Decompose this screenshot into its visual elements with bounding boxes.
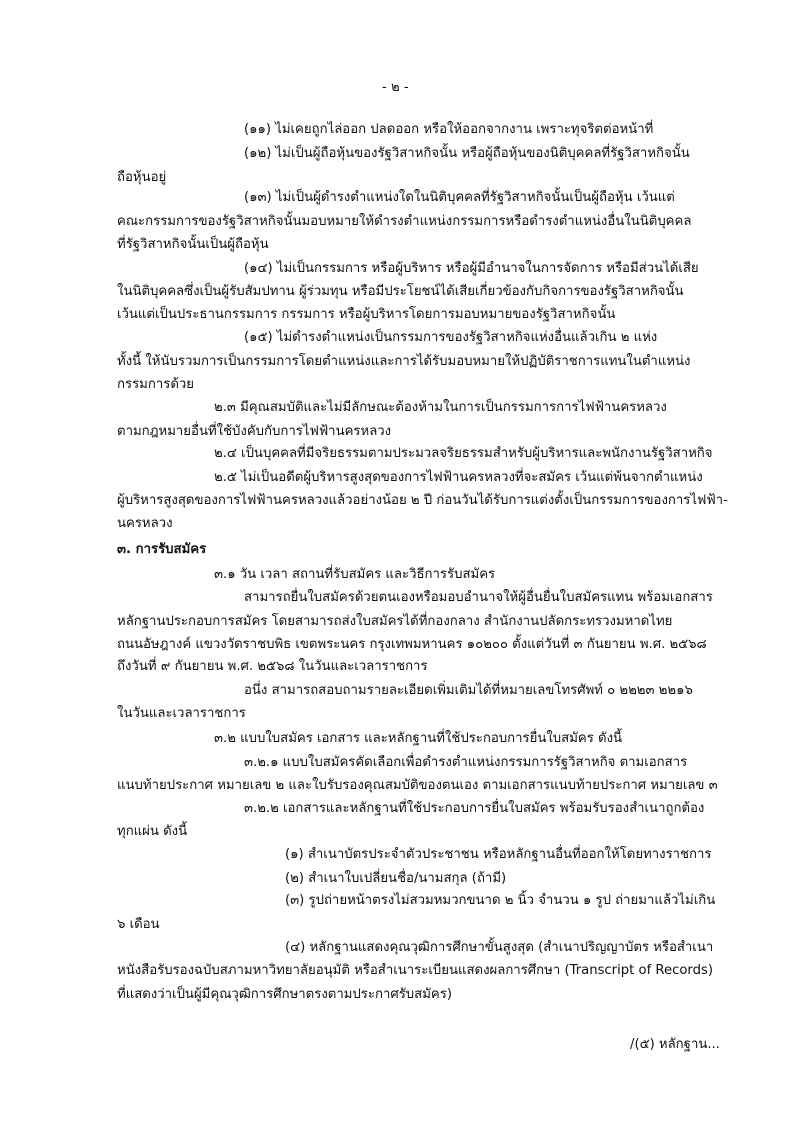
text-line: ๓.๒ แบบใบสมัคร เอกสาร และหลักฐานที่ใช้ประกอบการยื่นใบสมัคร ดังนี้: [214, 731, 623, 746]
text-line: (๔) หลักฐานแสดงคุณวุฒิการศึกษาขั้นสูงสุด (สำเนาปริญญาบัตร หรือสำเนา: [285, 940, 714, 955]
text-line: ๓.๒.๑ แบบใบสมัครคัดเลือกเพื่อดำรงตำแหน่งกรรมการรัฐวิสาหกิจ ตามเอกสาร: [244, 755, 688, 770]
text-line: คณะกรรมการของรัฐวิสาหกิจนั้นมอบหมายให้ดำรงตำแหน่งกรรมการหรือดำรงตำแหน่งอื่นในนิติบุคคล: [117, 214, 692, 229]
text-line: (๑๔) ไม่เป็นกรรมการ หรือผู้บริหาร หรือผู้มีอำนาจในการจัดการ หรือมีส่วนได้เสีย: [244, 261, 699, 276]
section-heading: ๓. การรับสมัคร: [117, 542, 207, 557]
text-line: ที่แสดงว่าเป็นผู้มีคุณวุฒิการศึกษาตรงตามประกาศรับสมัคร): [117, 987, 452, 1002]
text-line: ผู้บริหารสูงสุดของการไฟฟ้านครหลวงแล้วอย่างน้อย ๒ ปี ก่อนวันได้รับการแต่งตั้งเป็นกรรมการของการไฟฟ้า-: [117, 493, 728, 508]
text-line: (๑๒) ไม่เป็นผู้ถือหุ้นของรัฐวิสาหกิจนั้น หรือผู้ถือหุ้นของนิติบุคคลที่รัฐวิสาหกิจนั้น: [244, 146, 690, 161]
text-line: (๑๕) ไม่ดำรงตำแหน่งเป็นกรรมการของรัฐวิสาหกิจแห่งอื่นแล้วเกิน ๒ แห่ง: [244, 330, 658, 345]
text-line: ทุกแผ่น ดังนี้: [117, 824, 188, 839]
text-line: (๓) รูปถ่ายหน้าตรงไม่สวมหมวกขนาด ๒ นิ้ว จำนวน ๑ รูป ถ่ายมาแล้วไม่เกิน: [285, 893, 716, 908]
text-line: ๒.๕ ไม่เป็นอดีตผู้บริหารสูงสุดของการไฟฟ้านครหลวงที่จะสมัคร เว้นแต่พ้นจากตำแหน่ง: [214, 470, 703, 485]
text-line: หนังสือรับรองฉบับสภามหาวิทยาลัยอนุมัติ หรือสำเนาระเบียนแสดงผลการศึกษา (Transcript of Records): [117, 963, 713, 978]
continuation-note: /(๕) หลักฐาน...: [630, 1037, 720, 1052]
text-line: ถึงวันที่ ๙ กันยายน พ.ศ. ๒๕๖๘ ในวันและเวลาราชการ: [117, 659, 428, 674]
text-line: อนึ่ง สามารถสอบถามรายละเอียดเพิ่มเติมได้ที่หมายเลขโทรศัพท์ ๐ ๒๒๒๓ ๒๒๑๖: [244, 683, 693, 698]
text-line: ตามกฎหมายอื่นที่ใช้บังคับกับการไฟฟ้านครหลวง: [117, 424, 392, 439]
text-line: (๑) สำเนาบัตรประจำตัวประชาชน หรือหลักฐานอื่นที่ออกให้โดยทางราชการ: [285, 847, 712, 862]
text-line: ถือหุ้นอยู่: [117, 170, 167, 185]
text-line: ๓.๑ วัน เวลา สถานที่รับสมัคร และวิธีการรับสมัคร: [214, 567, 496, 582]
text-line: ในนิติบุคคลซึ่งเป็นผู้รับสัมปทาน ผู้ร่วมทุน หรือมีประโยชน์ได้เสียเกี่ยวข้องกับกิจการของรัฐวิสาหกิจนั้น: [117, 284, 684, 299]
text-line: ๒.๔ เป็นบุคคลที่มีจริยธรรมตามประมวลจริยธรรมสำหรับผู้บริหารและพนักงานรัฐวิสาหกิจ: [214, 446, 713, 461]
text-line: กรรมการด้วย: [117, 377, 195, 392]
text-line: (๑๑) ไม่เคยถูกไล่ออก ปลดออก หรือให้ออกจากงาน เพราะทุจริตต่อหน้าที่: [244, 122, 654, 137]
text-line: สามารถยื่นใบสมัครด้วยตนเองหรือมอบอำนาจให้ผู้อื่นยื่นใบสมัครแทน พร้อมเอกสาร: [244, 590, 713, 605]
text-line: เว้นแต่เป็นประธานกรรมการ กรรมการ หรือผู้บริหารโดยการมอบหมายของรัฐวิสาหกิจนั้น: [117, 307, 616, 322]
text-line: หลักฐานประกอบการสมัคร โดยสามารถส่งใบสมัครได้ที่กองกลาง สำนักงานปลัดกระทรวงมหาดไทย: [117, 614, 673, 629]
text-line: ที่รัฐวิสาหกิจนั้นเป็นผู้ถือหุ้น: [117, 237, 269, 252]
text-line: (๑๓) ไม่เป็นผู้ดำรงตำแหน่งใดในนิติบุคคลที่รัฐวิสาหกิจนั้นเป็นผู้ถือหุ้น เว้นแต่: [244, 190, 675, 205]
text-line: (๒) สำเนาใบเปลี่ยนชื่อ/นามสกุล (ถ้ามี): [285, 871, 507, 886]
text-line: ๒.๓ มีคุณสมบัติและไม่มีลักษณะต้องห้ามในการเป็นกรรมการการไฟฟ้านครหลวง: [214, 400, 667, 415]
text-line: ทั้งนี้ ให้นับรวมการเป็นกรรมการโดยตำแหน่งและการได้รับมอบหมายให้ปฏิบัติราชการแทนในตำแหน่ง: [117, 354, 691, 369]
text-line: ๓.๒.๒ เอกสารและหลักฐานที่ใช้ประกอบการยื่นใบสมัคร พร้อมรับรองสำเนาถูกต้อง: [244, 801, 705, 816]
text-line: ๖ เดือน: [117, 917, 160, 932]
text-line: ในวันและเวลาราชการ: [117, 706, 246, 721]
page-number: - ๒ -: [382, 80, 409, 95]
text-line: ถนนอัษฎางค์ แขวงวัดราชบพิธ เขตพระนคร กรุงเทพมหานคร ๑๐๒๐๐ ตั้งแต่วันที่ ๓ กันยายน พ.ศ. ๒๕๖๘: [117, 637, 707, 652]
text-line: แนบท้ายประกาศ หมายเลข ๒ และใบรับรองคุณสมบัติของตนเอง ตามเอกสารแนบท้ายประกาศ หมายเลข ๓: [117, 778, 718, 793]
text-line: นครหลวง: [117, 516, 173, 531]
